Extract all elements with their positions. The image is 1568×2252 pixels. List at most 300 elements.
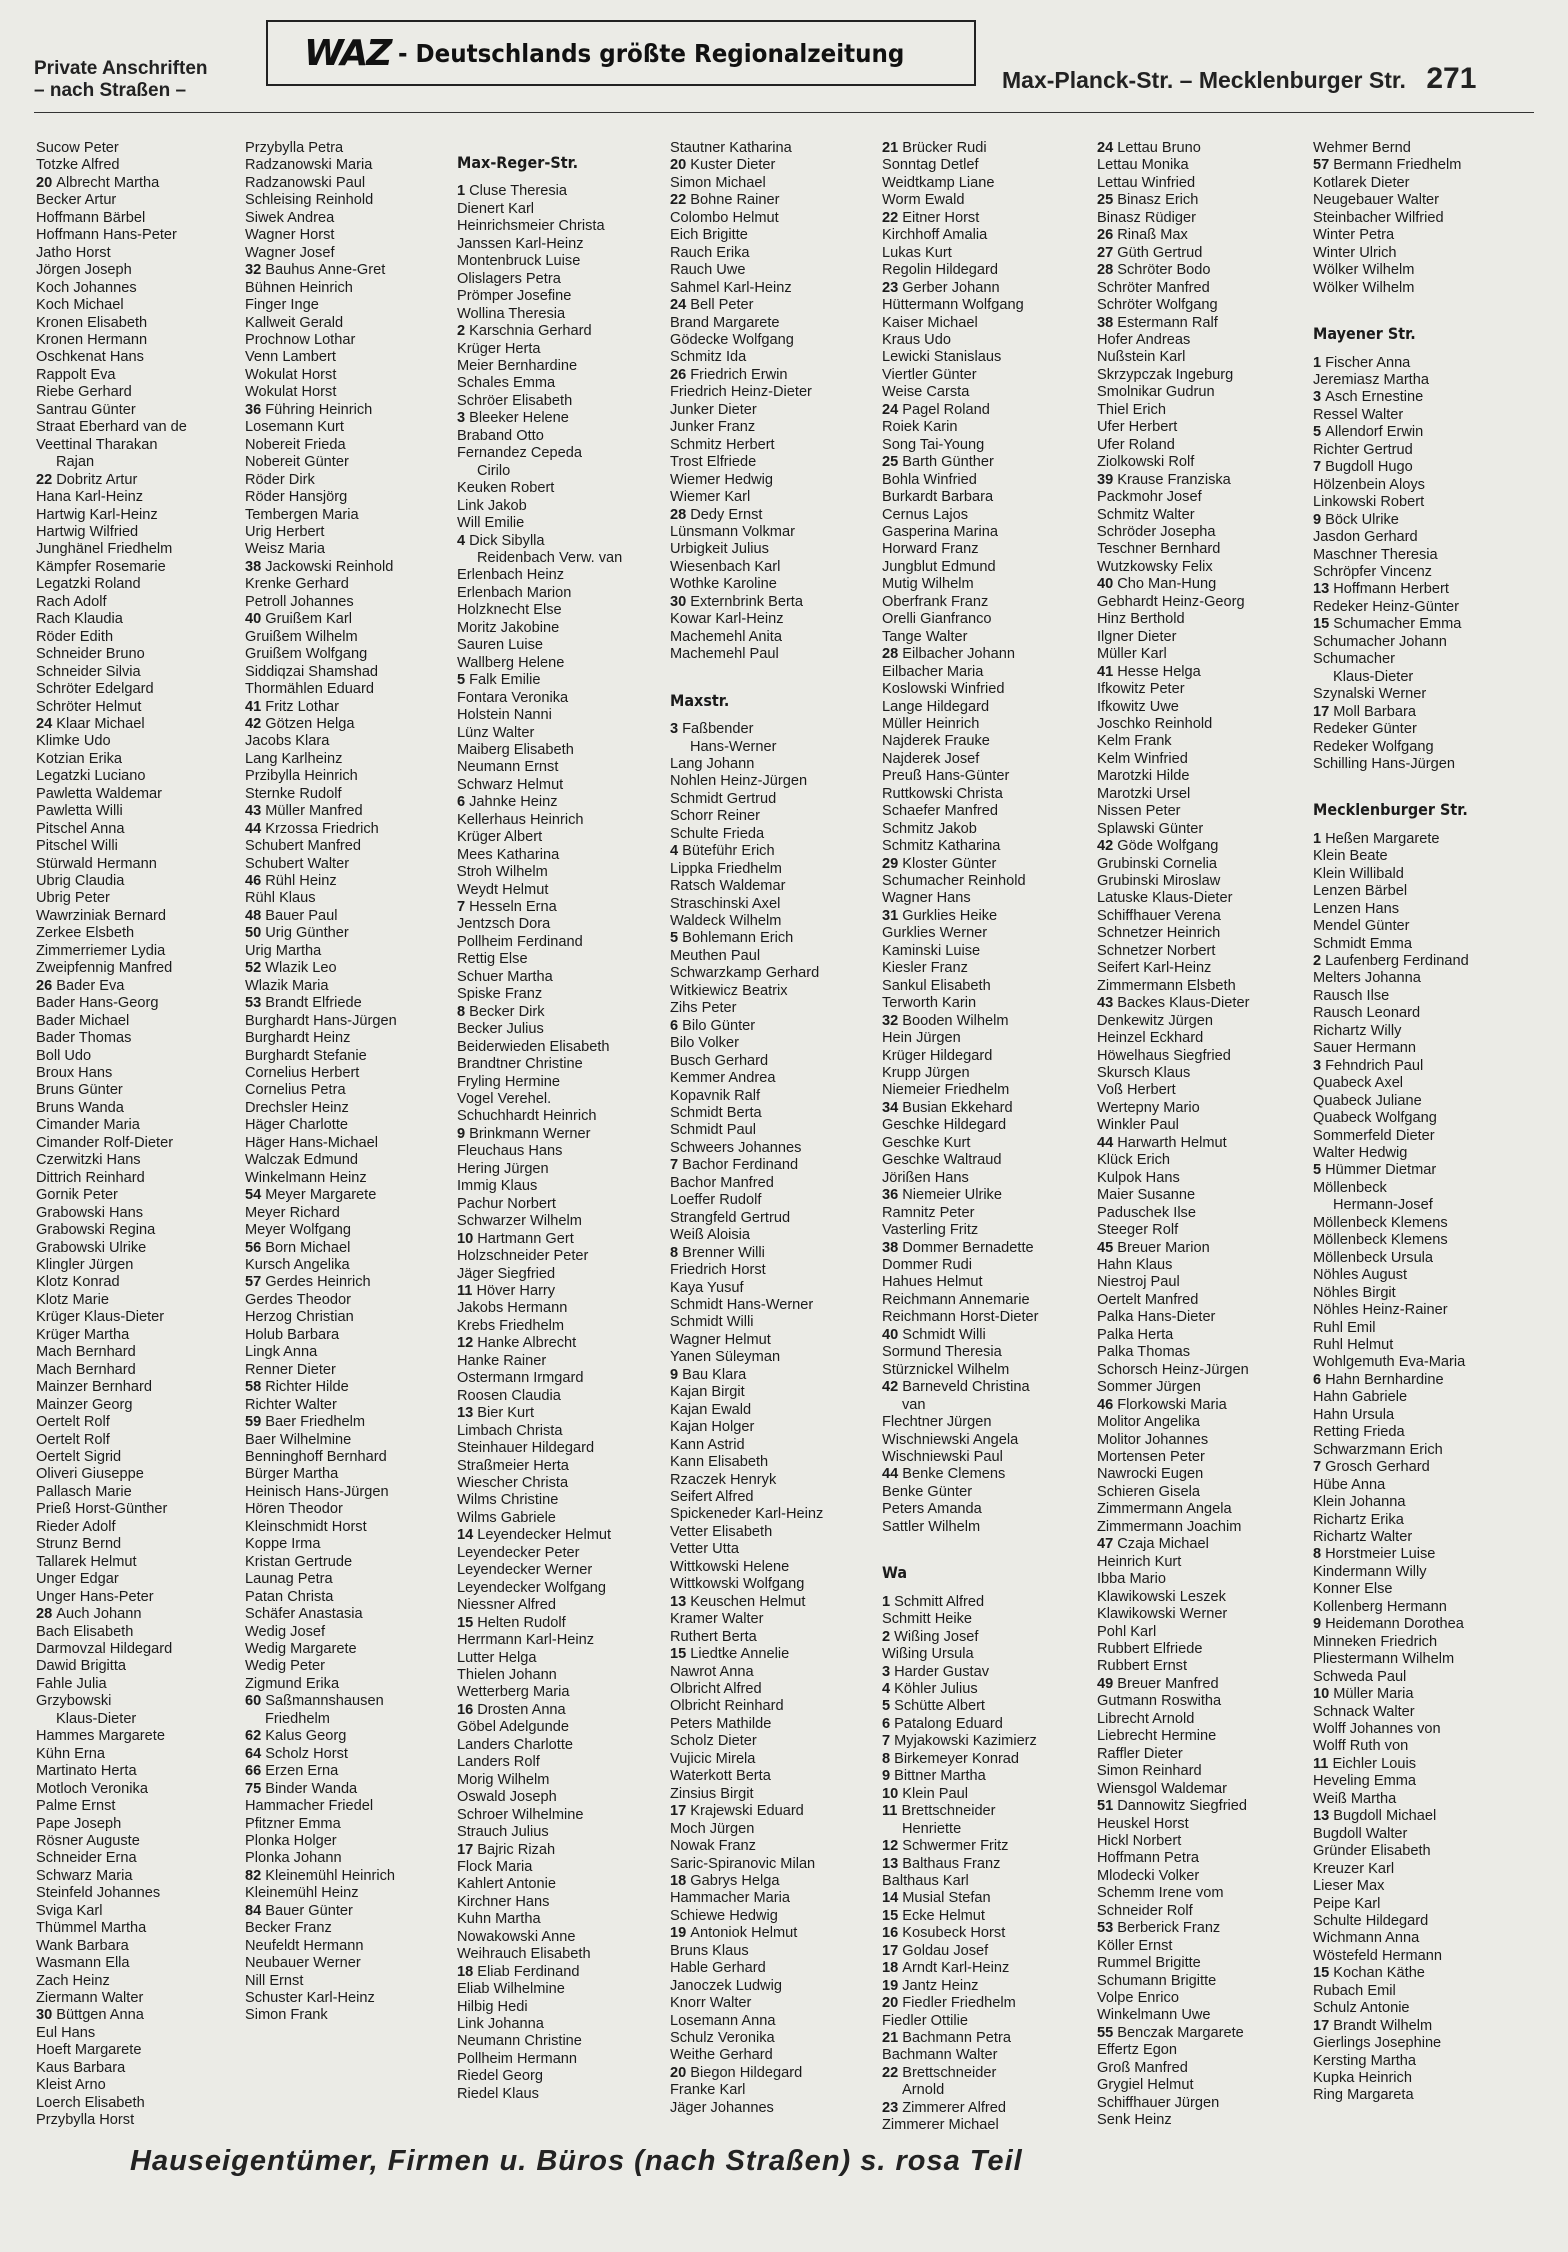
resident-entry [882,1803,1097,1820]
resident-name: Bauhus Anne-Gret [265,262,386,279]
resident-name: Dedy Ernst [690,506,763,523]
resident-name: Wöstefeld Hermann [1313,1947,1442,1964]
resident-entry [36,1519,251,1536]
resident-entry [1313,918,1528,935]
resident-name: Bell Peter [690,297,754,314]
resident-entry [36,1205,251,1222]
house-number: 26 [670,366,687,383]
resident-entry [670,1995,885,2012]
resident-name: Dommer Rudi [882,1257,973,1273]
resident-entry [670,1541,885,1558]
resident-entry [245,489,460,506]
resident-entry [1097,576,1312,593]
resident-entry [1313,2035,1528,2052]
resident-name: Olbricht Reinhard [670,1698,784,1715]
resident-entry [1097,1135,1312,1152]
resident-entry [882,1292,1097,1309]
resident-name: Sviga Karl [36,1902,103,1919]
resident-name: Wittkowski Helene [670,1558,790,1575]
resident-entry [245,1257,460,1274]
resident-entry [670,349,885,366]
resident-entry [245,140,460,157]
resident-entry [670,192,885,209]
resident-entry [36,1973,251,1990]
resident-entry [457,1266,672,1283]
resident-entry [1313,2053,1528,2070]
resident-name: Oertelt Rolf [36,1431,110,1448]
resident-entry [1097,1362,1312,1379]
resident-name: Winkler Paul [1097,1117,1179,1134]
resident-name: Hilbig Hedi [457,1998,528,2015]
resident-name: Holstein Nanni [457,707,552,724]
resident-entry [457,236,672,253]
resident-entry [36,419,251,436]
resident-entry [670,2047,885,2064]
resident-name: Röder Dirk [245,471,315,488]
resident-name: Quabeck Wolfgang [1313,1110,1437,1127]
resident-entry [882,1995,1097,2012]
resident-entry [1097,1240,1312,1257]
resident-entry [457,1876,672,1893]
resident-name: Wokulat Horst [245,366,337,383]
house-number: 7 [1313,1459,1322,1476]
resident-entry [36,768,251,785]
house-number: 11 [1313,1755,1329,1772]
resident-name: Lang Johann [670,755,755,772]
resident-entry [882,1397,1097,1414]
resident-name: Geschke Hildegard [882,1117,1007,1134]
resident-name: Scholz Dieter [670,1733,757,1750]
resident-name: Fontara Veronika [457,689,569,706]
resident-entry [245,1135,460,1152]
resident-name: Tange Walter [882,628,968,645]
resident-name: Oertelt Rolf [36,1414,110,1431]
resident-name: Waldeck Wilhelm [670,913,782,930]
resident-name: Myjakowski Kazimierz [894,1733,1037,1750]
resident-entry [457,1021,672,1038]
resident-name: Legatzki Roland [36,576,141,593]
resident-entry [1313,192,1528,209]
house-number: 2 [882,1628,891,1645]
resident-entry [36,1798,251,1815]
resident-name: Mach Bernhard [36,1344,136,1361]
resident-name: Nill Ernst [245,1972,304,1989]
resident-entry [670,791,885,808]
resident-entry [670,140,885,157]
resident-name: Lange Hildegard [882,698,990,715]
resident-entry [1097,908,1312,925]
resident-entry [882,699,1097,716]
resident-name: Liebrecht Hermine [1097,1728,1217,1745]
house-number: 38 [1097,314,1114,331]
resident-entry [1097,699,1312,716]
resident-entry [670,965,885,982]
resident-name: Cirilo [477,462,511,479]
resident-entry [670,1786,885,1803]
resident-entry [36,803,251,820]
resident-entry [1313,407,1528,424]
resident-entry [457,1405,672,1422]
resident-name: Wank Barbara [36,1937,129,1954]
resident-name: Krenke Gerhard [245,576,349,593]
resident-name: Weithe Gerhard [670,2047,773,2064]
resident-name: Grubinski Cornelia [1097,855,1218,872]
resident-entry [245,1833,460,1850]
resident-entry [36,1274,251,1291]
resident-entry [882,751,1097,768]
resident-name: Bilo Volker [670,1035,739,1052]
resident-entry [457,323,672,340]
resident-name: Pawletta Waldemar [36,785,162,802]
resident-name: Schweers Johannes [670,1139,802,1156]
resident-name: Rühl Klaus [245,890,316,907]
resident-name: Roosen Claudia [457,1387,561,1404]
resident-name: Straßmeier Herta [457,1457,569,1474]
resident-entry [1313,1389,1528,1406]
resident-name: Link Johanna [457,2016,544,2033]
resident-name: Schmidt Hans-Werner [670,1297,814,1313]
resident-name: Reichmann Horst-Dieter [882,1309,1039,1326]
resident-name: Rzaczek Henryk [670,1471,777,1488]
resident-entry [1097,716,1312,733]
resident-entry [36,1048,251,1065]
resident-entry [245,1519,460,1536]
resident-entry [245,1676,460,1693]
resident-entry [882,821,1097,838]
resident-entry [1097,402,1312,419]
resident-name: Riebe Gerhard [36,384,132,401]
resident-name: Wilms Gabriele [457,1509,556,1526]
resident-name: Lieser Max [1313,1878,1385,1895]
resident-entry [1313,1250,1528,1267]
resident-entry [1313,831,1528,848]
resident-name: Thielen Johann [457,1666,557,1683]
resident-entry [1097,646,1312,663]
resident-name: Nöhles Heinz-Rainer [1313,1302,1448,1319]
resident-name: Machemehl Anita [670,628,782,645]
resident-name: Stroh Wilhelm [457,864,548,881]
resident-name: Jäger Siegfried [457,1265,556,1282]
resident-name: Senk Heinz [1097,2112,1172,2129]
resident-entry [36,664,251,681]
resident-entry [882,472,1097,489]
resident-entry [457,1475,672,1492]
section-label-line2: – nach Straßen – [34,80,187,101]
resident-entry [670,157,885,174]
resident-name: Martinato Herta [36,1763,137,1780]
resident-entry [245,1641,460,1658]
resident-entry [36,1117,251,1134]
resident-entry [36,890,251,907]
resident-entry [245,1850,460,1867]
resident-entry [670,1070,885,1087]
resident-entry [1097,1728,1312,1745]
resident-name: Eilbacher Johann [902,646,1016,663]
resident-name: Heinrichsmeier Christa [457,218,605,235]
house-number: 20 [670,157,687,174]
resident-name: Kajan Holger [670,1419,755,1436]
resident-entry [1313,1721,1528,1738]
house-number: 14 [882,1890,899,1907]
resident-name: Bohlemann Erich [682,930,794,947]
resident-entry [1313,372,1528,389]
resident-entry [1313,1477,1528,1494]
resident-name: Heinisch Hans-Jürgen [245,1483,389,1500]
resident-entry [882,1768,1097,1785]
resident-entry [457,725,672,742]
resident-name: Kuhn Martha [457,1911,541,1928]
house-number: 27 [1097,244,1114,261]
resident-entry [1097,1938,1312,1955]
resident-name: Wiemer Hedwig [670,471,773,488]
resident-entry [245,367,460,384]
house-number: 44 [1097,1134,1114,1151]
resident-entry [36,1222,251,1239]
resident-entry [1313,1930,1528,1947]
house-number: 17 [457,1841,474,1858]
resident-entry [245,978,460,995]
house-number: 9 [1313,511,1322,528]
resident-name: Palka Hans-Dieter [1097,1309,1216,1326]
resident-entry [36,2095,251,2112]
resident-name: Laufenberg Ferdinand [1325,953,1469,970]
resident-entry [882,594,1097,611]
resident-entry [1313,1669,1528,1686]
resident-name: Heßen Margarete [1325,830,1440,847]
resident-name: Klotz Marie [36,1291,109,1308]
resident-name: Steinfeld Johannes [36,1885,161,1902]
resident-name: Przibylla Heinrich [245,768,358,785]
resident-entry [882,803,1097,820]
resident-name: Moritz Jakobine [457,619,560,636]
resident-name: Barneveld Christina [902,1379,1030,1396]
resident-name: Hahues Helmut [882,1274,983,1291]
resident-name: Vujicic Mirela [670,1750,756,1767]
resident-name: Voß Herbert [1097,1082,1176,1099]
resident-name: Richartz Erika [1313,1511,1404,1528]
resident-name: Sattler Wilhelm [882,1518,981,1535]
resident-entry [245,1397,460,1414]
resident-entry [245,821,460,838]
resident-entry [882,1611,1097,1628]
resident-name: Teschner Bernhard [1097,541,1221,558]
resident-entry [1097,1152,1312,1169]
resident-entry [670,1664,885,1681]
resident-name: Hüttermann Wolfgang [882,297,1024,314]
resident-entry [1313,1965,1528,1982]
resident-name: Winkelmann Heinz [245,1169,367,1186]
resident-name: Bauer Paul [265,907,338,924]
resident-name: Jantz Heinz [902,1977,979,1994]
resident-name: Hübe Anna [1313,1476,1386,1493]
resident-entry [1097,1466,1312,1483]
resident-entry [36,611,251,628]
resident-entry [245,402,460,419]
resident-entry [245,1065,460,1082]
house-number: 41 [1097,663,1114,680]
resident-name: Smolnikar Gudrun [1097,384,1215,401]
resident-name: Jäger Johannes [670,2099,774,2116]
resident-entry [1097,1257,1312,1274]
house-number: 21 [882,140,899,156]
resident-entry [1097,210,1312,227]
resident-name: Siddiqzai Shamshad [245,663,379,680]
resident-entry [882,1786,1097,1803]
resident-name: Schumann Brigitte [1097,1972,1217,1989]
resident-entry [245,664,460,681]
resident-entry [36,786,251,803]
resident-entry [1313,970,1528,987]
resident-entry [457,2068,672,2085]
resident-name: Rubbert Elfriede [1097,1640,1203,1657]
resident-name: Rajan [56,454,95,471]
resident-entry [457,1231,672,1248]
resident-entry [1313,280,1528,297]
resident-name: Krajewski Eduard [690,1803,804,1820]
resident-entry [1313,1442,1528,1459]
resident-name: Braband Otto [457,427,544,444]
resident-entry [882,1205,1097,1222]
resident-entry [882,1082,1097,1099]
resident-entry [1097,472,1312,489]
house-number: 48 [245,907,262,924]
resident-entry [1313,1808,1528,1825]
resident-name: Grabowski Regina [36,1222,156,1239]
resident-name: Ratsch Waldemar [670,878,786,895]
resident-entry [670,1105,885,1122]
resident-name: Ramnitz Peter [882,1204,975,1221]
resident-entry [1313,1372,1528,1389]
resident-name: Simon Michael [670,174,766,191]
resident-name: Hahn Bernhardine [1325,1371,1444,1388]
resident-entry [457,1754,672,1771]
resident-name: Gasperina Marina [882,523,998,540]
resident-entry [882,716,1097,733]
resident-name: Kollenberg Hermann [1313,1598,1447,1615]
house-number: 30 [36,2007,53,2024]
resident-entry [1313,389,1528,406]
resident-name: Schmidt Gertrud [670,790,777,807]
resident-entry [1097,1013,1312,1030]
street-heading: Mayener Str. [1313,324,1416,344]
resident-name: Flechtner Jürgen [882,1414,992,1431]
resident-name: Sauren Luise [457,637,544,654]
resident-entry [245,262,460,279]
resident-entry [1313,599,1528,616]
resident-entry [1097,1274,1312,1291]
resident-name: Klein Johanna [1313,1494,1406,1511]
resident-entry [457,288,672,305]
resident-name: Sauer Hermann [1313,1040,1417,1057]
resident-entry [36,332,251,349]
resident-entry [36,1920,251,1937]
resident-name: Steinbacher Wilfried [1313,209,1444,226]
resident-name: Librecht Arnold [1097,1710,1195,1727]
resident-entry [1313,1215,1528,1232]
resident-name: Bachmann Walter [882,2047,998,2064]
resident-name: Oschkenat Hans [36,349,144,366]
resident-entry [1313,1075,1528,1092]
resident-entry [1097,1187,1312,1204]
resident-name: Niemeier Friedhelm [882,1082,1010,1099]
resident-entry [36,1885,251,1902]
resident-entry [882,437,1097,454]
resident-name: Groß Manfred [1097,2059,1188,2076]
resident-entry [670,2100,885,2117]
resident-entry [1097,1833,1312,1850]
resident-entry [36,1833,251,1850]
house-number: 36 [882,1187,899,1204]
resident-entry [670,472,885,489]
resident-name: Becker Julius [457,1021,544,1038]
resident-name: Ilgner Dieter [1097,628,1177,645]
resident-name: Hoffmann Hans-Peter [36,227,177,244]
resident-name: Rühl Heinz [265,873,337,890]
resident-entry [670,739,885,756]
resident-name: Jungblut Edmund [882,558,996,575]
resident-name: Schröer Elisabeth [457,392,573,409]
resident-entry [245,1536,460,1553]
resident-entry [36,960,251,977]
resident-name: Holzschneider Peter [457,1248,589,1265]
resident-name: Mortensen Peter [1097,1448,1205,1465]
resident-entry [457,428,672,445]
resident-entry [882,838,1097,855]
resident-name: Sternke Rudolf [245,785,342,802]
resident-name: Möllenbeck [1313,1179,1387,1196]
resident-name: Riedel Klaus [457,2085,539,2102]
resident-name: Gierlings Josephine [1313,2035,1442,2052]
resident-entry [670,1838,885,1855]
resident-entry [457,183,672,200]
resident-name: Steinhauer Hildegard [457,1440,595,1457]
resident-entry [882,1698,1097,1715]
resident-name: Broux Hans [36,1065,113,1082]
resident-name: Zimmermann Joachim [1097,1518,1242,1535]
resident-name: Nohlen Heinz-Jürgen [670,773,808,790]
resident-name: Weisz Maria [245,541,326,558]
resident-name: Hartwig Karl-Heinz [36,506,158,523]
resident-name: Plonka Holger [245,1832,337,1849]
resident-name: Gründer Elisabeth [1313,1843,1431,1860]
resident-name: Musial Stefan [902,1890,991,1907]
resident-name: Minneken Friedrich [1313,1633,1438,1650]
resident-entry [1313,1232,1528,1249]
resident-entry [670,1506,885,1523]
resident-entry [245,594,460,611]
house-number: 47 [1097,1536,1114,1553]
house-number: 46 [245,873,262,890]
resident-name: Rausch Ilse [1313,987,1390,1004]
resident-entry [670,629,885,646]
resident-entry [1313,1791,1528,1808]
resident-name: Kochan Käthe [1333,1965,1425,1982]
resident-entry [1313,1494,1528,1511]
house-number: 2 [457,323,466,340]
resident-name: Wedig Josef [245,1623,326,1640]
house-number: 14 [457,1527,474,1544]
resident-name: Dommer Bernadette [902,1239,1034,1256]
resident-entry [245,856,460,873]
house-number: 42 [882,1379,899,1396]
resident-entry [670,1018,885,1035]
resident-entry [670,913,885,930]
house-number: 13 [670,1593,687,1610]
resident-entry [1097,332,1312,349]
resident-name: Schumacher Reinhold [882,873,1026,890]
resident-name: Witkiewicz Beatrix [670,982,788,999]
resident-name: Straat Eberhard van de [36,419,187,436]
